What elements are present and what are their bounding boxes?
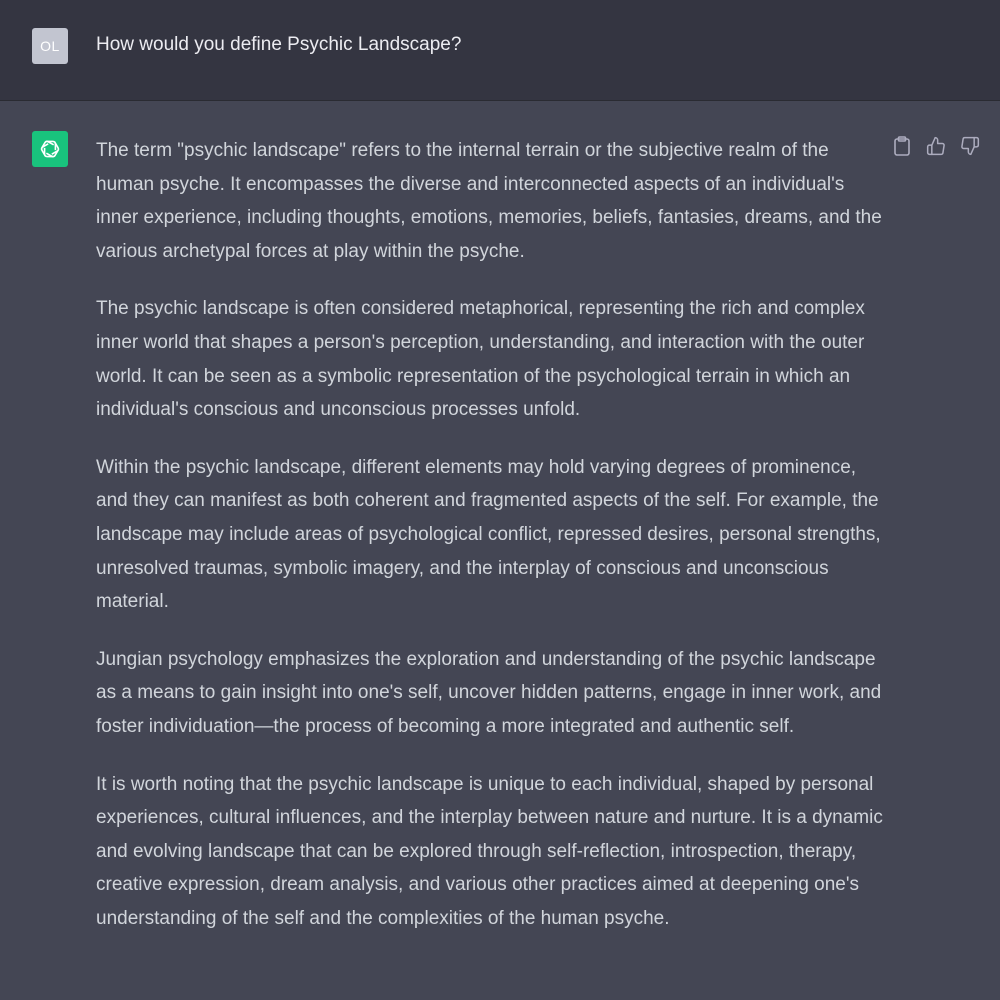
response-paragraph: It is worth noting that the psychic landscape is unique to each individual, shaped by personal experiences, cultural influences, and the interplay between nature and nurture. It is a dynamic and evolving landscape that can be explored through self-reflection, introspection, therapy, creative expression, dream analysis, and various other practices aimed at deepening one's understanding of the self and the complexities of the human psyche. [96,773,883,929]
response-paragraph: The term "psychic landscape" refers to the internal terrain or the subjective realm of the human psyche. It encompasses the diverse and interconnected aspects of an individual's inner experience, including thoughts, emotions, memories, beliefs, fantasies, dreams, and the various archetypal forces at play within the psyche. [96,140,882,262]
message-actions [890,134,990,158]
openai-logo-icon [37,136,63,162]
assistant-message-row [0,102,1000,1000]
thumbs-down-button[interactable] [958,134,982,158]
user-message-row [0,0,1000,101]
response-paragraph: Jungian psychology emphasizes the exploration and understanding of the psychic landscape as a means to gain insight into one's self, uncover hidden patterns, engage in inner work, and foster individuation—the process of becoming a more integrated and authentic self. [96,648,882,737]
user-message-text: How would you define Psychic Landscape? [96,34,462,55]
clipboard-icon [893,136,911,156]
thumbs-down-icon [960,136,980,156]
copy-button[interactable] [890,134,914,158]
response-paragraph: The psychic landscape is often considered metaphorical, representing the rich and complex inner world that shapes a person's perception, understanding, and interaction with the outer world. It can be seen as a symbolic representation of the psychological terrain in which an individual's conscious and unconscious processes unfold. [96,298,865,421]
response-paragraph: Within the psychic landscape, different elements may hold varying degrees of prominence, and they can manifest as both coherent and fragmented aspects of the self. For example, the landscape may include areas of psychological conflict, repressed desires, personal strengths, unresolved traumas, symbolic imagery, and the interplay of conscious and unconscious material. [96,456,881,613]
user-avatar: OL [32,28,68,64]
thumbs-up-button[interactable] [924,134,948,158]
assistant-response [96,134,886,959]
thumbs-up-icon [926,136,946,156]
assistant-avatar [32,131,68,167]
